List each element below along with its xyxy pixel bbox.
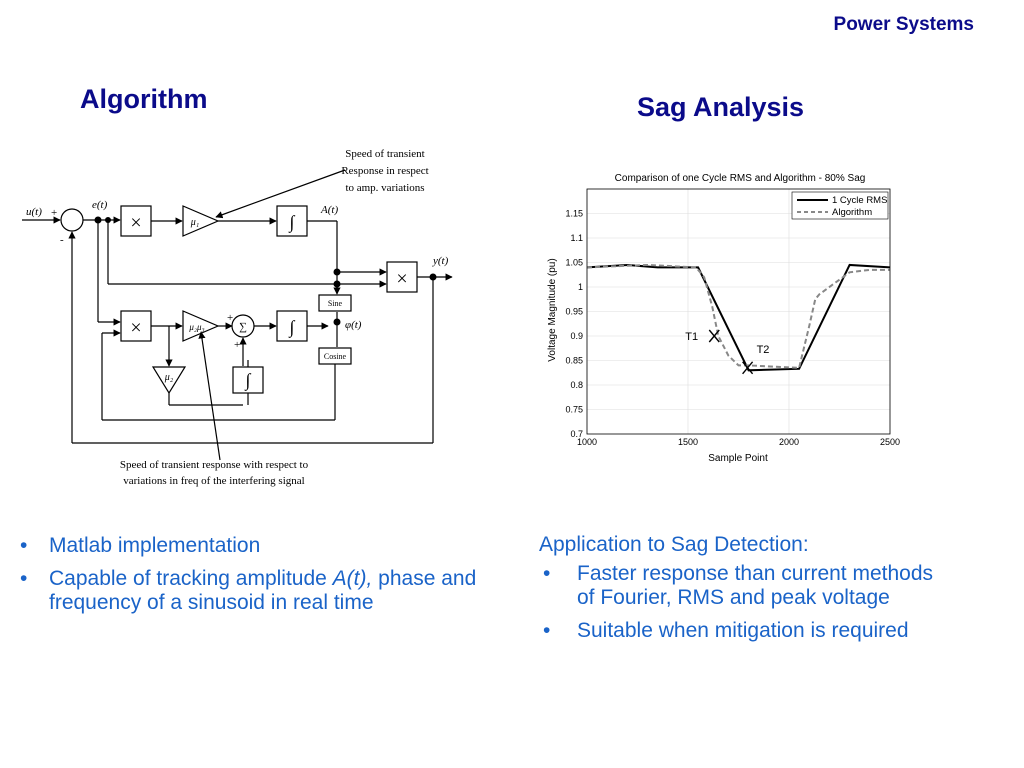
label-phi-t: φ(t)	[345, 319, 362, 331]
multiplier-symbol-1: ×	[130, 212, 142, 234]
label-u-t: u(t)	[26, 206, 42, 218]
annotation-top-line-1: Speed of transient	[345, 148, 425, 160]
header-title: Power Systems	[833, 14, 974, 35]
y-tick-label: 0.85	[565, 355, 583, 366]
sag-detection-lead: Application to Sag Detection:	[539, 533, 809, 556]
annotation-bottom-line-1: Speed of transient response with respect to	[119, 459, 309, 471]
sine-label: Sine	[327, 299, 343, 308]
chart-ylabel: Voltage Magnitude (pu)	[547, 258, 558, 362]
multiplier-symbol-out: ×	[396, 268, 408, 290]
x-tick-label: 2500	[879, 437, 901, 447]
sign-plus-input: +	[51, 207, 58, 219]
x-tick-label: 2000	[778, 437, 800, 447]
left-bullet-list	[16, 534, 486, 624]
sign-plus-bottom: +	[234, 339, 241, 351]
cosine-label: Cosine	[323, 352, 347, 361]
sum-symbol: ∑	[239, 321, 247, 333]
y-tick-label: 0.75	[565, 404, 583, 415]
y-tick-label: 1.1	[570, 233, 583, 243]
annotation-top-line-2: Response in respect	[341, 165, 429, 177]
mu2mu3-label: μ₂μ₃	[189, 322, 205, 332]
right-bullet-list	[539, 533, 939, 652]
annotation-marker-t1	[685, 330, 719, 343]
legend-item-rms: 1 Cycle RMS	[832, 195, 888, 206]
annotation-label-t2: T2	[756, 343, 770, 356]
y-tick-label: 0.9	[570, 331, 583, 341]
chart-title: Comparison of one Cycle RMS and Algorithm - 80% Sag	[614, 173, 866, 184]
y-tick-label: 1	[577, 282, 583, 292]
y-tick-label: 1.15	[565, 208, 583, 219]
y-tick-label: 0.7	[570, 429, 583, 439]
sign-minus-input: -	[60, 234, 64, 246]
x-tick-label: 1500	[677, 437, 699, 447]
bullet-faster-response: • Faster response than current methods of Fourier, RMS and peak voltage	[539, 562, 939, 610]
integral-symbol-1: ∫	[289, 212, 295, 232]
mu2-label: μ₂	[164, 372, 174, 383]
sag-analysis-title: Sag Analysis	[637, 92, 805, 122]
y-tick-label: 1.05	[565, 257, 583, 268]
bullet-capable: • Capable of tracking amplitude A(t), phase and frequency of a sinusoid in real time	[16, 567, 486, 615]
legend	[792, 192, 888, 219]
sag-analysis-chart	[530, 165, 920, 470]
series-line-0	[587, 265, 890, 370]
y-tick-label: 0.95	[565, 306, 583, 317]
y-tick-label: 0.8	[570, 380, 583, 390]
mu1-label: μ₁	[190, 217, 200, 228]
sign-plus-top: +	[227, 312, 234, 324]
input-summing-junction	[61, 209, 83, 231]
gain-mu1-block	[183, 206, 218, 236]
integral-symbol-2: ∫	[289, 317, 295, 337]
annotation-label-t1: T1	[685, 331, 699, 343]
multiplier-symbol-2: ×	[130, 317, 142, 339]
legend-item-algorithm: Algorithm	[832, 207, 873, 218]
series-line-1	[587, 265, 890, 368]
annotation-top-line-3: to amp. variations	[345, 182, 425, 194]
algorithm-block-diagram	[0, 140, 520, 500]
label-y-t: y(t)	[433, 255, 449, 267]
chart-xlabel: Sample Point	[708, 453, 768, 464]
label-e-t: e(t)	[92, 199, 108, 211]
bullet-matlab: • Matlab implementation	[16, 534, 486, 558]
algorithm-title: Algorithm	[80, 84, 208, 114]
annotation-bottom-line-2: variations in freq of the interfering signal	[123, 475, 305, 487]
integral-symbol-3: ∫	[245, 370, 251, 390]
x-tick-label: 1000	[576, 437, 598, 447]
label-a-t: A(t)	[321, 204, 339, 216]
bullet-suitable-mitigation: • Suitable when mitigation is required	[539, 619, 939, 643]
